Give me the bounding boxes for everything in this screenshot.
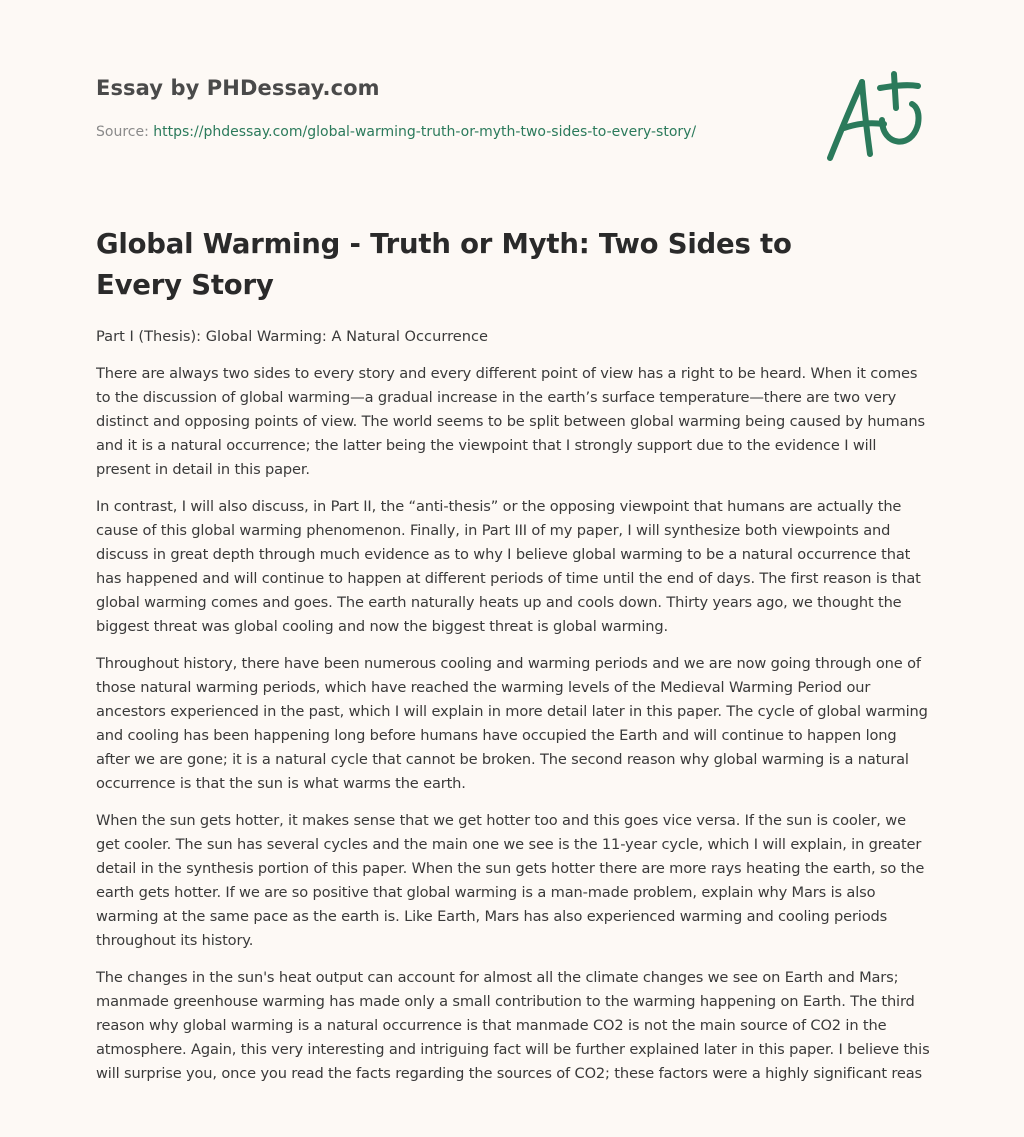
paragraph: The changes in the sun's heat output can account for almost all the climate changes we see on Earth and Mars; manmade greenhouse warming has made only a small contribution to the warming happening on Earth. The third reason why global warming is a natural occurrence is that manmade CO2 is not the main source of CO2 in the atmosphere. Again, this very interesting and intriguing fact will be further explained later in this paper. I believe this will surprise you, once you read the facts regarding the sources of CO2; these factors were a highly significant reas bbox=[96, 969, 930, 1082]
paragraph: Throughout history, there have been numerous cooling and warming periods and we are now going through one of those natural warming periods, which have reached the warming levels of the Medieval Warming Period our ancestors experienced in the past, which I will explain in more detail later in this paper. The cycle of global warming and cooling has been happening long before humans have occupied the Earth and will continue to happen long after we are gone; it is a natural cycle that cannot be broken. The second reason why global warming is a natural occurrence is that the sun is what warms the earth. bbox=[96, 655, 928, 792]
paragraph: When the sun gets hotter, it makes sense that we get hotter too and this goes vice versa. If the sun is cooler, we get cooler. The sun has several cycles and the main one we see is the 11-year cycle, which I will explain, in greater detail in the synthesis portion of this paper. When the sun gets hotter there are more rays heating the earth, so the earth gets hotter. If we are so positive that global warming is a man-made problem, explain why Mars is also warming at the same pace as the earth is. Like Earth, Mars has also experienced warming and cooling periods throughout its history. bbox=[96, 812, 925, 949]
essay-title: Global Warming - Truth or Myth: Two Sides to Every Story bbox=[96, 228, 792, 301]
a-plus-logo-icon bbox=[822, 66, 932, 168]
source-line bbox=[96, 124, 696, 140]
essay-page bbox=[96, 0, 932, 1137]
paragraph: In contrast, I will also discuss, in Part II, the “anti-thesis” or the opposing viewpoint that humans are actually the cause of this global warming phenomenon. Finally, in Part III of my paper, I will synthesize both viewpoints and discuss in great depth through much evidence as to why I believe global warming to be a natural occurrence that has happened and will continue to happen at different periods of time until the end of days. The first reason is that global warming comes and goes. The earth naturally heats up and cools down. Thirty years ago, we thought the biggest threat was global cooling and now the biggest threat is global warming. bbox=[96, 498, 921, 635]
essay-body bbox=[96, 326, 932, 1099]
essay-subheading: Part I (Thesis): Global Warming: A Natural Occurrence bbox=[96, 328, 488, 345]
site-title: Essay by PHDessay.com bbox=[96, 76, 380, 100]
source-link[interactable]: https://phdessay.com/global-warming-truth-or-myth-two-sides-to-every-story/ bbox=[153, 124, 697, 140]
source-label: Source: bbox=[96, 124, 149, 140]
paragraph: There are always two sides to every story and every different point of view has a right to be heard. When it comes to the discussion of global warming—a gradual increase in the earth’s surface temperature—there are two very distinct and opposing points of view. The world seems to be split between global warming being caused by humans and it is a natural occurrence; the latter being the viewpoint that I strongly support due to the evidence I will present in detail in this paper. bbox=[96, 365, 925, 478]
